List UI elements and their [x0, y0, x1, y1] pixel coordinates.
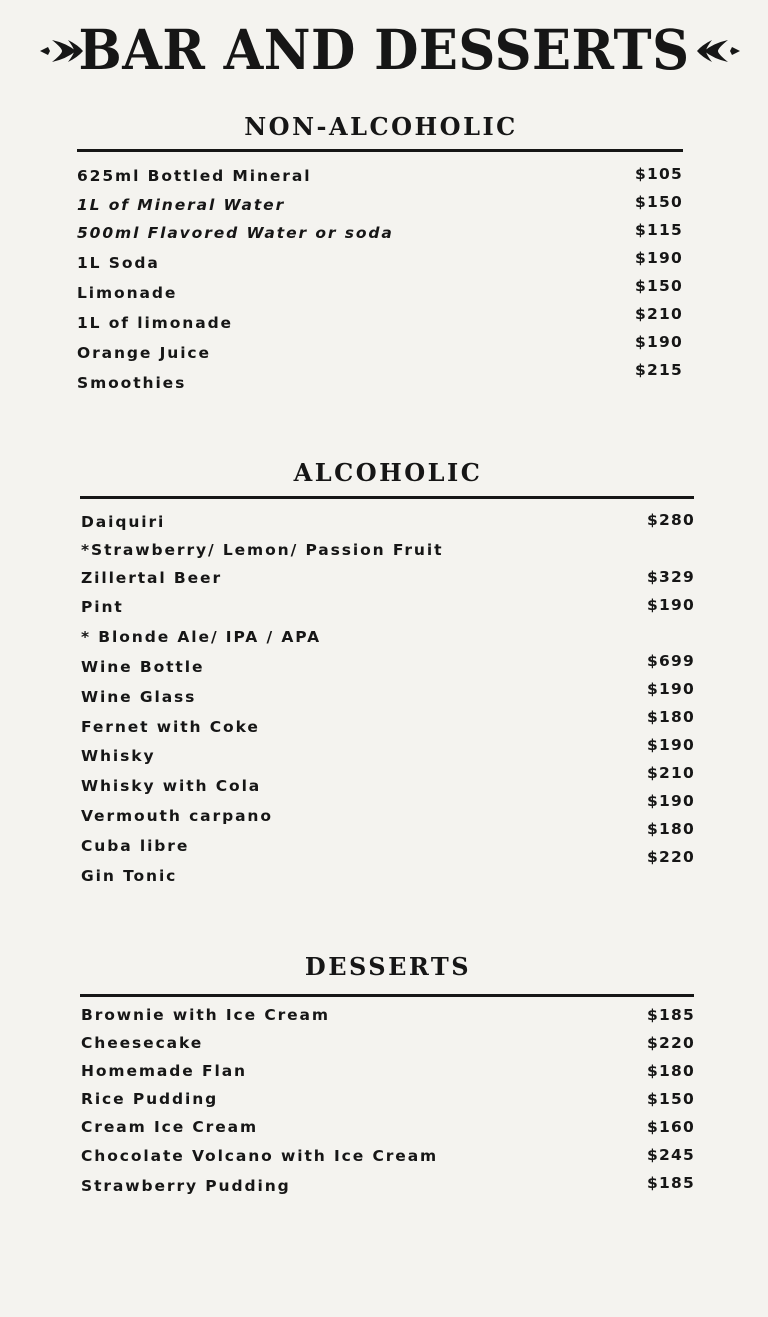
menu-price: $180: [647, 1062, 695, 1080]
menu-item: Orange Juice: [77, 344, 211, 362]
menu-price: $220: [647, 848, 695, 866]
menu-price: $150: [635, 277, 683, 295]
menu-item: 625ml Bottled Mineral: [77, 167, 312, 185]
menu-item: Homemade Flan: [81, 1062, 247, 1080]
section-heading-alcoholic: ALCOHOLIC: [293, 458, 483, 487]
section-heading-desserts: DESSERTS: [304, 952, 472, 981]
menu-price: $190: [635, 333, 683, 351]
menu-item: Limonade: [77, 284, 178, 302]
menu-price: $190: [647, 680, 695, 698]
menu-price: $105: [635, 165, 683, 183]
menu-price: $180: [647, 708, 695, 726]
menu-price: $190: [647, 596, 695, 614]
menu-item: 1L of Mineral Water: [77, 196, 286, 214]
menu-price: $150: [647, 1090, 695, 1108]
menu-item: Cheesecake: [81, 1034, 204, 1052]
menu-item: Cuba libre: [81, 837, 190, 855]
menu-price: $699: [647, 652, 695, 670]
menu-price: $210: [635, 305, 683, 323]
menu-price: $280: [647, 511, 695, 529]
section-heading-non-alcoholic: NON-ALCOHOLIC: [244, 112, 518, 141]
menu-price: $150: [635, 193, 683, 211]
menu-price: $210: [647, 764, 695, 782]
menu-price: $190: [647, 736, 695, 754]
menu-price: $220: [647, 1034, 695, 1052]
menu-item: Brownie with Ice Cream: [81, 1006, 330, 1024]
menu-item: Daiquiri: [81, 513, 166, 531]
menu-item: Zillertal Beer: [81, 569, 222, 587]
menu-item-note: * Blonde Ale/ IPA / APA: [81, 628, 321, 646]
menu-item: Chocolate Volcano with Ice Cream: [81, 1147, 439, 1165]
menu-price: $215: [635, 361, 683, 379]
menu-price: $190: [647, 792, 695, 810]
title-row: [0, 14, 768, 86]
menu-item: 1L Soda: [77, 254, 160, 272]
menu-item: Fernet with Coke: [81, 718, 260, 736]
section-divider: [80, 994, 694, 997]
menu-item: Rice Pudding: [81, 1090, 219, 1108]
menu-item: Whisky: [81, 747, 156, 765]
menu-price: $115: [635, 221, 683, 239]
menu-item: Gin Tonic: [81, 867, 178, 885]
menu-item: Cream Ice Cream: [81, 1118, 259, 1136]
menu-item: Wine Glass: [81, 688, 197, 706]
menu-item: Strawberry Pudding: [81, 1177, 291, 1195]
menu-price: $190: [635, 249, 683, 267]
menu-price: $185: [647, 1174, 695, 1192]
menu-item: 500ml Flavored Water or soda: [77, 224, 394, 242]
section-divider: [80, 496, 694, 499]
arrow-ornament-left-icon: [696, 34, 742, 68]
menu-price: $160: [647, 1118, 695, 1136]
menu-item: Wine Bottle: [81, 658, 205, 676]
menu-item: Smoothies: [77, 374, 187, 392]
menu-price: $185: [647, 1006, 695, 1024]
menu-price: $329: [647, 568, 695, 586]
menu-item: Whisky with Cola: [81, 777, 262, 795]
menu-item: 1L of limonade: [77, 314, 233, 332]
page-title: BAR AND DESSERTS: [78, 17, 690, 82]
menu-item: Pint: [81, 598, 124, 616]
menu-price: $245: [647, 1146, 695, 1164]
menu-price: $180: [647, 820, 695, 838]
section-divider: [77, 149, 683, 152]
menu-item-note: *Strawberry/ Lemon/ Passion Fruit: [81, 541, 444, 559]
menu-item: Vermouth carpano: [81, 807, 273, 825]
